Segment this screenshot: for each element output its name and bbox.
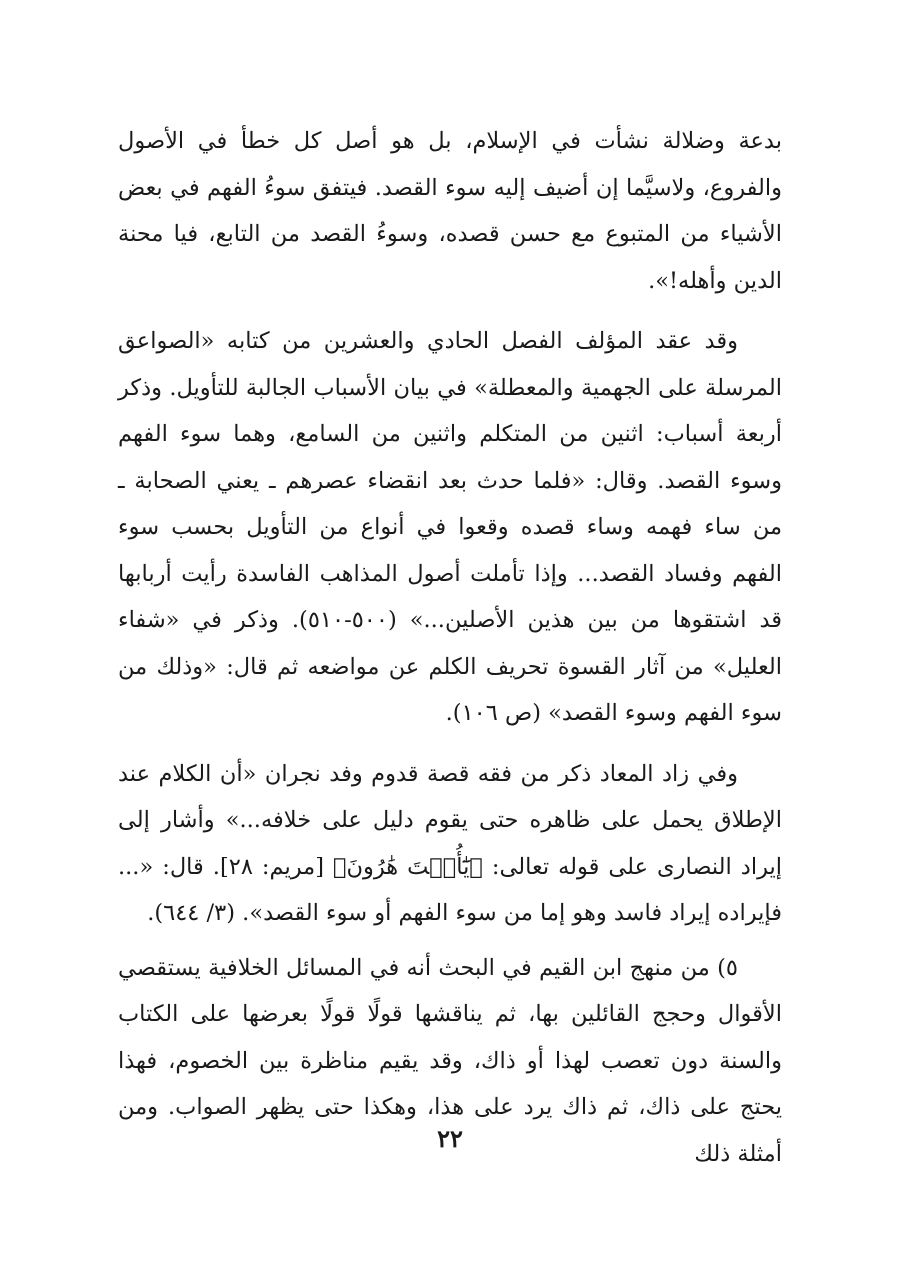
paragraph-1: بدعة وضلالة نشأت في الإسلام، بل هو أصل كل خطأ في الأصول والفروع، ولاسيَّما إن أضيف إليه سوء القصد. فيتفق سوءُ الفهم في بعض الأشياء من المتبوع مع حسن قصده، وسوءُ القصد من التابع، فيا محنة الدين وأهله!».	[118, 128, 782, 294]
body-text	[118, 118, 782, 1177]
paragraph-spacer	[118, 737, 782, 751]
paragraph-4: ٥) من منهج ابن القيم في البحث أنه في المسائل الخلافية يستقصي الأقوال وحجج القائلين بها، ثم يناقشها قولًا قولًا بعرضها على الكتاب والسنة دون تعصب لهذا أو ذاك، وقد يقيم مناظرة بين الخصوم، فهذا يحتج على ذاك، ثم ذاك يرد على هذا، وهكذا حتى يظهر الصواب. ومن أمثلة ذلك	[118, 954, 782, 1167]
page-number: ٢٢	[437, 1124, 463, 1153]
paragraph-3: وفي زاد المعاد ذكر من فقه قصة قدوم وفد نجران «أن الكلام عند الإطلاق يحمل على ظاهره حتى يقوم دليل على خلافه...» وأشار إلى إيراد النصارى على قوله تعالى: ﴿يَٰٓأُخۡتَ هَٰرُونَ﴾ [مريم: ٢٨]. قال: «... فإيراده إيراد فاسد وهو إما من سوء الفهم أو سوء القصد». (٣/ ٦٤٤).	[118, 760, 782, 926]
paragraph-spacer	[118, 937, 782, 945]
paragraph-spacer	[118, 304, 782, 318]
paragraph-2: وقد عقد المؤلف الفصل الحادي والعشرين من كتابه «الصواعق المرسلة على الجهمية والمعطلة» في بيان الأسباب الجالبة للتأويل. وذكر أربعة أسباب: اثنين من المتكلم واثنين من السامع، وهما سوء الفهم وسوء القصد. وقال: «فلما حدث بعد انقضاء عصرهم ـ يعني الصحابة ـ من ساء فهمه وساء قصده وقعوا في أنواع من التأويل بحسب سوء الفهم وفساد القصد... وإذا تأملت أصول المذاهب الفاسدة رأيت أربابها قد اشتقوها من بين هذين الأصلين...» (٥٠٠-٥١٠). وذكر في «شفاء العليل» من آثار القسوة تحريف الكلم عن مواضعه ثم قال: «وذلك من سوء الفهم وسوء القصد» (ص ١٠٦).	[118, 328, 783, 726]
